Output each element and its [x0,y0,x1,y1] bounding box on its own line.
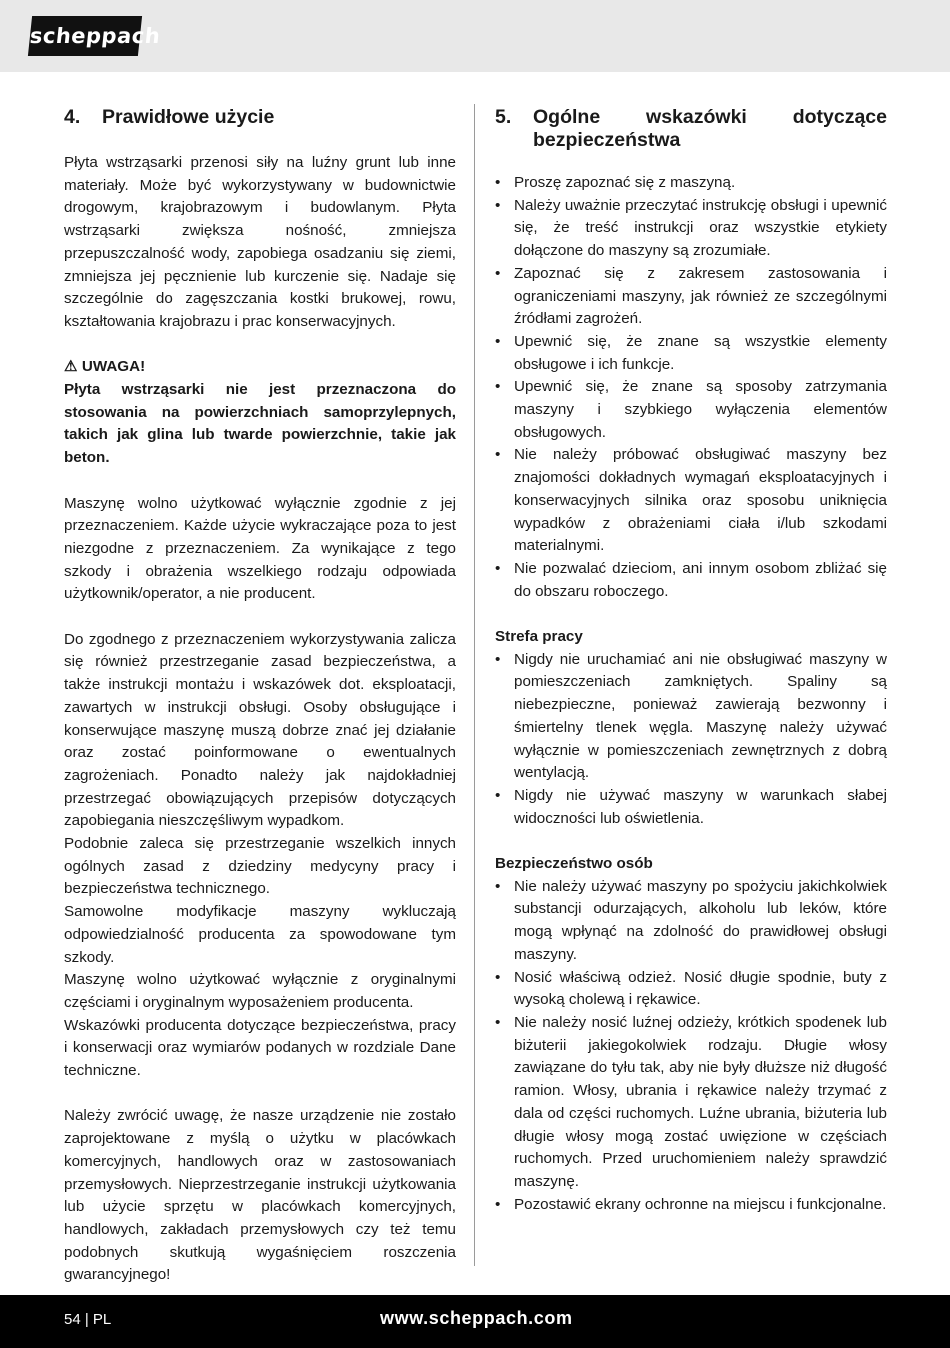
warning-icon: ⚠ [64,358,78,376]
list-item: • Nie należy używać maszyny po spożyciu jakichkolwiek substancji odurzających, alkoholu lub leków, które mogą wpłynąć na zdolność do prawidłowej obsługi maszyny. [495,876,887,967]
brand-logo: scheppach [28,16,142,56]
list-item: • Pozostawić ekrany ochronne na miejscu i funkcjonalne. [495,1194,887,1217]
general-safety-list [495,172,887,603]
section-heading-4 [64,106,456,129]
warning-title: UWAGA! [81,358,146,376]
paragraph: Podobnie zaleca się przestrzeganie wszelkich innych ogólnych zasad z dziedziny medycyny pracy i bezpieczeństwa technicznego. [64,835,456,898]
paragraph: Samowolne modyfikacje maszyny wykluczają odpowiedzialność producenta za spowodowane tym szkody. [64,903,456,966]
intended-use-paragraph: Płyta wstrząsarki przenosi siły na luźny grunt lub inne materiały. Może być wykorzystywany w budownictwie drogowym, krajobrazowym i budowlanym. Płyta wstrząsarki zwiększa nośność, zmniejsza przepuszczalność wody, zapobiega osadzaniu się ziemi, zmniejsza jej pęcznienie lub kurczenie się. Nadaje się szczególnie do zagęszczania kostki brukowej, rowu, kształtowania krajobrazu i prac konserwacyjnych. [64,154,456,330]
list-item: • Nie należy próbować obsługiwać maszyny bez znajomości dokładnych wymagań eksploatacyjnych i konserwacyjnych silnika oraz sposobu uniknięcia wypadków z obrażeniami ciała i/lub szkodami materialnymi. [495,444,887,558]
header-bar [0,0,950,72]
list-item: • Nie pozwalać dzieciom, ani innym osobom zbliżać się do obszaru roboczego. [495,558,887,603]
paragraph: Wskazówki producenta dotyczące bezpieczeństwa, pracy i konserwacji oraz wymiarów podanych w rozdziale Dane techniczne. [64,1016,456,1080]
list-item: • Upewnić się, że znane są wszystkie elementy obsługowe i ich funkcje. [495,331,887,376]
heading-number: 4. [64,106,81,128]
heading-text: Prawidłowe użycie [102,106,275,128]
list-item: • Nie należy nosić luźnej odzieży, krótkich spodenek lub biżuterii jakiegokolwiek rodzaju. Długie włosy zawiązane do tyłu tak, aby nie były dłuższe niż długość ramion. Włosy, ubrania i rękawice należy trzymać z dala od części ruchomych. Luźne ubrania, biżuteria lub długie włosy mogą zostać uwięzione w częściach ruchomych. Przed uruchomieniem należy sprawdzić maszynę. [495,1012,887,1194]
right-column [495,106,887,1216]
personal-safety-heading: Bezpieczeństwo osób [495,855,653,873]
list-item: • Nigdy nie używać maszyny w warunkach słabej widoczności lub oświetlenia. [495,785,887,830]
left-column [64,106,456,1287]
list-item: • Nosić właściwą odzież. Nosić długie spodnie, buty z wysoką cholewą i rękawice. [495,967,887,1012]
list-item: • Należy uważnie przeczytać instrukcję obsługi i upewnić się, że treść instrukcji oraz wszystkie etykiety dołączone do maszyny są zrozumiałe. [495,195,887,263]
personal-safety-list [495,876,887,1217]
heading-number: 5. [495,106,512,128]
list-item: • Nigdy nie uruchamiać ani nie obsługiwać maszyny w pomieszczeniach zamkniętych. Spaliny są niebezpieczne, ponieważ zawierają bezwonny i śmiertelny tlenek węgla. Maszynę należy używać wyłącznie w pomieszczeniach zewnętrznych z dobrą wentylacją. [495,649,887,785]
paragraph: Maszynę wolno użytkować wyłącznie zgodnie z jej przeznaczeniem. Każde użycie wykraczające poza to jest niezgodne z przeznaczeniem. Za wynikające z tego szkody i obrażenia wszelkiego rodzaju odpowiada użytkownik/operator, a nie producent. [64,494,456,603]
paragraph: Należy zwrócić uwagę, że nasze urządzenie nie zostało zaprojektowane z myślą o użytku w placówkach komercyjnych, handlowych oraz w zastosowaniach przemysłowych. Nieprzestrzeganie instrukcji użytkowania lub użycie sprzętu w placówkach komercyjnych, handlowych, zakładach przemysłowych czy też temu podobnych skutkują wygaśnięciem roszczenia gwarancyjnego! [64,1107,456,1284]
heading-text: Ogólne wskazówki dotyczące bezpieczeństwa [533,106,887,151]
list-item: • Upewnić się, że znane są sposoby zatrzymania maszyny i szybkiego wyłączenia elementów obsługowych. [495,376,887,444]
warning-text: Płyta wstrząsarki nie jest przeznaczona do stosowania na powierzchniach samoprzylepnych, takich jak glina lub twarde powierzchnie, takie jak beton. [64,381,456,467]
section-heading-5 [495,106,887,152]
warning-heading [64,356,456,379]
work-area-list [495,649,887,831]
paragraph: Maszynę wolno użytkować wyłącznie z oryginalnymi częściami i oryginalnym wyposażeniem producenta. [64,971,456,1011]
page-number: 54 | PL [64,1311,112,1328]
website-link: www.scheppach.com [380,1308,573,1328]
paragraph: Do zgodnego z przeznaczeniem wykorzystywania zalicza się również przestrzeganie zasad bezpieczeństwa, a także instrukcji montażu i wskazówek dot. eksploatacji, zawartych w instrukcji obsługi. Osoby obsługujące i konserwujące maszynę muszą dobrze znać jej działanie oraz zostać poinformowane o ewentualnych zagrożeniach. Ponadto należy jak najdokładniej przestrzegać obowiązujących przepisów dotyczących zapobiegania nieszczęśliwym wypadkom. [64,630,456,830]
column-divider [474,104,475,1266]
work-area-heading: Strefa pracy [495,628,583,646]
list-item: • Zapoznać się z zakresem zastosowania i ograniczeniami maszyny, jak również ze szczególnymi źródłami zagrożeń. [495,263,887,331]
list-item: • Proszę zapoznać się z maszyną. [495,172,887,195]
footer-bar [0,1295,950,1348]
